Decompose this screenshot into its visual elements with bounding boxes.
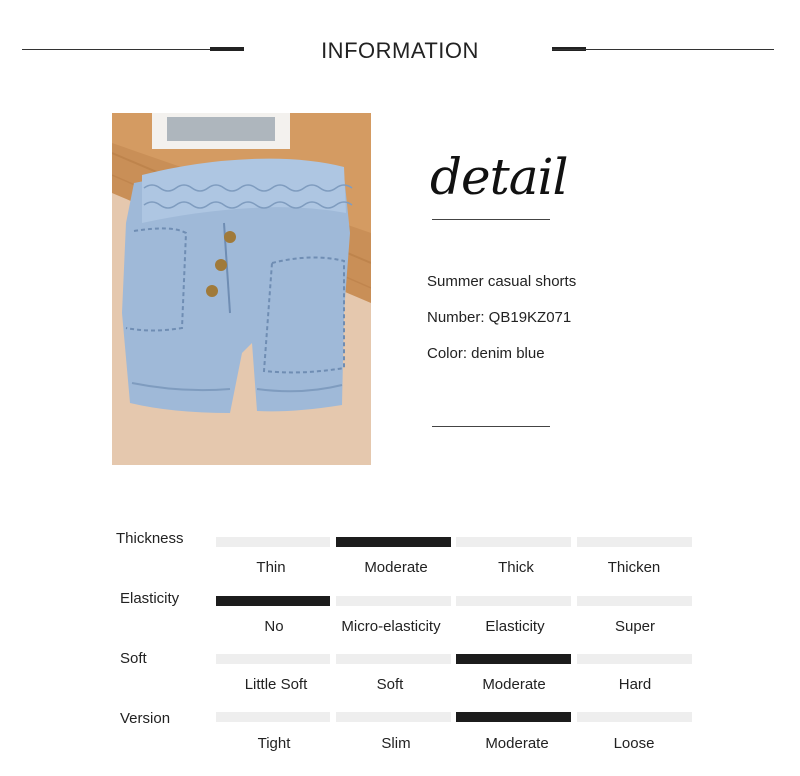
attr-option-label: Thin bbox=[256, 559, 286, 576]
attr-option-label: Moderate bbox=[364, 559, 428, 576]
attr-option-label: Elasticity bbox=[485, 618, 545, 635]
attr-option-label: Slim bbox=[381, 735, 411, 752]
attr-option-label: Moderate bbox=[485, 735, 549, 752]
section-title: INFORMATION bbox=[321, 38, 479, 63]
product-number: Number: QB19KZ071 bbox=[427, 309, 572, 326]
attr-option-label: Little Soft bbox=[244, 676, 308, 693]
attr-option-label: Tight bbox=[257, 735, 291, 752]
product-color: Color: denim blue bbox=[427, 345, 545, 362]
attr-bar bbox=[336, 654, 451, 664]
attr-option-label: Hard bbox=[618, 676, 652, 693]
attr-bar bbox=[456, 537, 571, 547]
attr-option-label: Thicken bbox=[607, 559, 661, 576]
attr-bar bbox=[577, 654, 692, 664]
detail-rule-top bbox=[432, 219, 550, 220]
attr-bar-selected bbox=[456, 712, 571, 722]
attr-bar bbox=[577, 712, 692, 722]
attr-bar-selected bbox=[456, 654, 571, 664]
attr-bar bbox=[577, 537, 692, 547]
product-photo bbox=[112, 113, 371, 465]
attr-option-label: No bbox=[264, 618, 284, 635]
attr-bar bbox=[216, 654, 330, 664]
attr-option-label: Thick bbox=[498, 559, 534, 576]
attr-bar bbox=[336, 596, 451, 606]
attr-bar bbox=[216, 712, 330, 722]
attr-option-label: Moderate bbox=[482, 676, 546, 693]
attr-bar bbox=[336, 712, 451, 722]
attr-option-label: Micro-elasticity bbox=[341, 618, 441, 635]
attr-bar bbox=[577, 596, 692, 606]
attr-bar bbox=[216, 537, 330, 547]
attr-label-version: Version bbox=[120, 710, 171, 727]
attr-label-soft: Soft bbox=[120, 650, 147, 667]
header-mark-left bbox=[210, 47, 244, 51]
product-name: Summer casual shorts bbox=[427, 273, 577, 290]
detail-heading: detail bbox=[430, 148, 568, 206]
attr-option-label: Super bbox=[614, 618, 656, 635]
header-rule-right bbox=[552, 49, 774, 50]
attr-option-label: Loose bbox=[613, 735, 655, 752]
detail-rule-bottom bbox=[432, 426, 550, 427]
attr-label-elasticity: Elasticity bbox=[120, 590, 180, 607]
attr-bar bbox=[456, 596, 571, 606]
attr-bar-selected bbox=[216, 596, 330, 606]
attr-option-label: Soft bbox=[376, 676, 404, 693]
attr-label-thickness: Thickness bbox=[116, 530, 184, 547]
attr-bar-selected bbox=[336, 537, 451, 547]
